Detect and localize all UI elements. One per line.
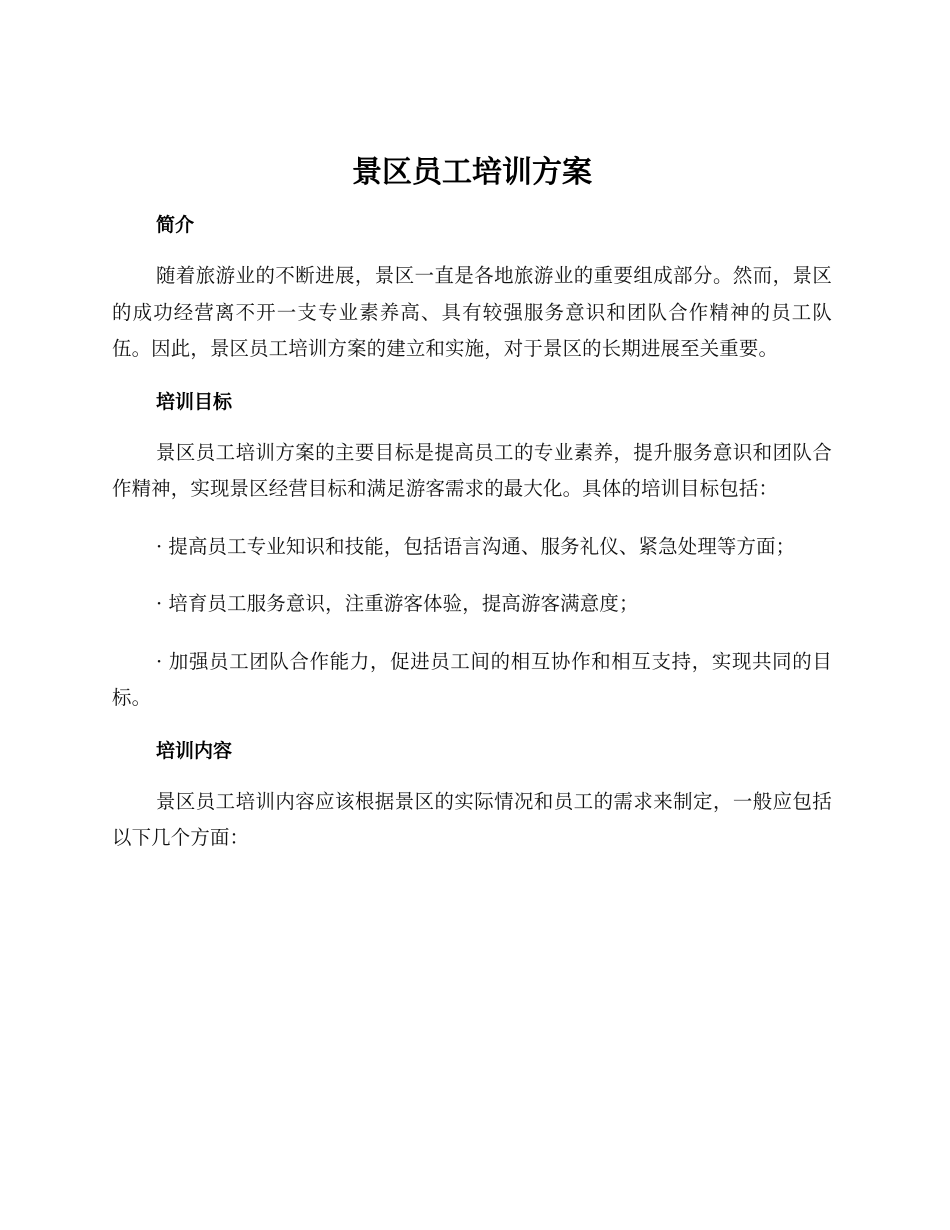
body-paragraph: 景区员工培训方案的主要目标是提高员工的专业素养，提升服务意识和团队合作精神，实现景区经营目标和满足游客需求的最大化。具体的培训目标包括： [112, 440, 832, 500]
bullet-text: 加强员工团队合作能力，促进员工间的相互协作和相互支持，实现共同的目标。 [112, 649, 832, 709]
document-title: 景区员工培训方案 [352, 155, 592, 190]
bullet-dot-icon: · [156, 649, 163, 673]
section-training-content [112, 738, 832, 857]
document-page [112, 150, 832, 878]
section-heading: 培训目标 [156, 390, 233, 413]
bullet-item [112, 529, 832, 566]
bullet-dot-icon: · [156, 592, 163, 615]
bullet-item [112, 644, 832, 717]
bullet-text: 培育员工服务意识，注重游客体验，提高游客满意度； [168, 592, 639, 615]
section-introduction [112, 212, 832, 368]
section-training-goals [112, 389, 832, 717]
section-heading: 培训内容 [156, 739, 233, 762]
bullet-text: 提高员工专业知识和技能，包括语言沟通、服务礼仪、紧急处理等方面； [168, 534, 796, 558]
bullet-dot-icon: · [156, 534, 163, 558]
section-heading: 简介 [156, 214, 195, 236]
bullet-item [112, 586, 832, 623]
body-paragraph: 随着旅游业的不断进展，景区一直是各地旅游业的重要组成部分。然而，景区的成功经营离不开一支专业素养高、具有较强服务意识和团队合作精神的员工队伍。因此，景区员工培训方案的建立和实施，对于景区的长期进展至关重要。 [112, 264, 832, 360]
body-paragraph: 景区员工培训内容应该根据景区的实际情况和员工的需求来制定，一般应包括以下几个方面： [112, 789, 832, 849]
